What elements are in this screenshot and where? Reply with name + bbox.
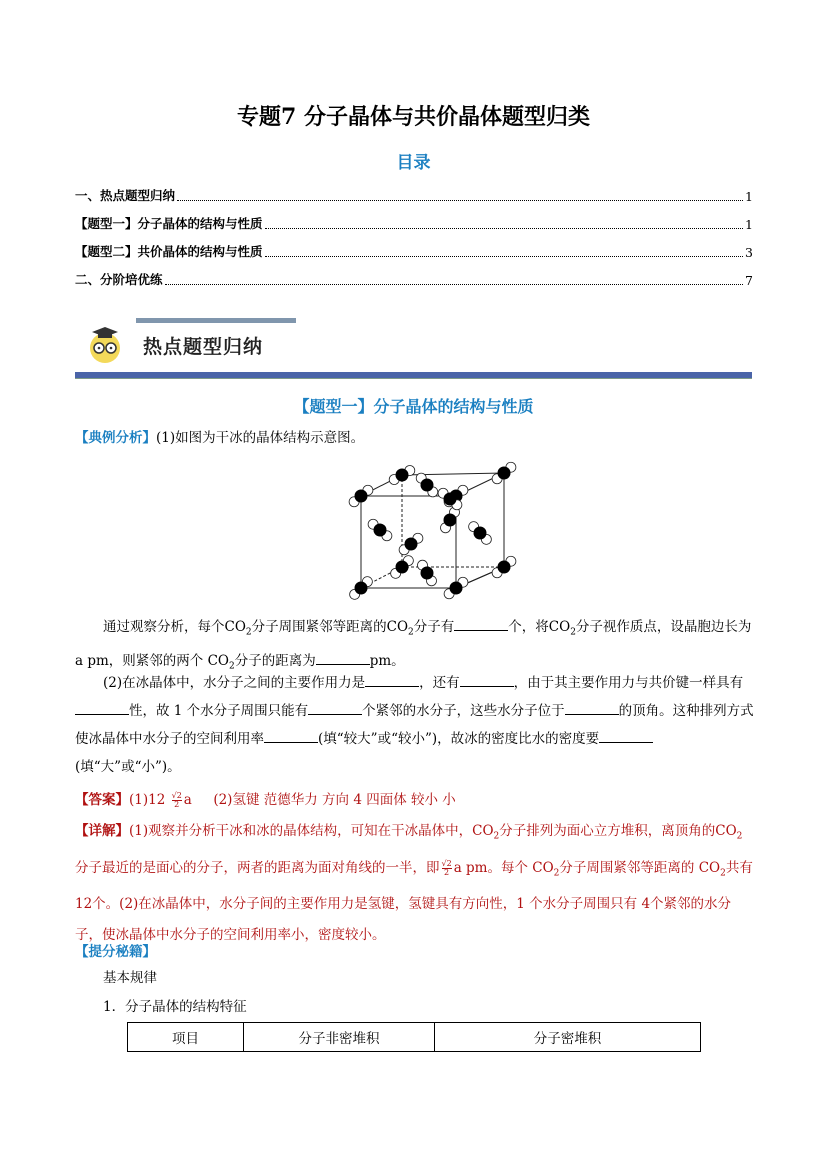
toc-leader	[177, 200, 743, 201]
toc-leader	[265, 256, 744, 257]
example-intro	[75, 424, 755, 452]
toc-item-label: 【题型一】分子晶体的结构与性质	[75, 216, 263, 231]
table-header-row	[128, 1023, 701, 1052]
tips-subtitle: 基本规律	[103, 970, 157, 986]
table-header: 项目	[128, 1023, 244, 1052]
banner-bar	[136, 318, 296, 323]
toc-item[interactable]	[75, 242, 753, 260]
answer-blank[interactable]	[264, 728, 318, 743]
carbon-atom	[421, 479, 434, 492]
banner-text: 热点题型归纳	[143, 336, 264, 358]
toc-leader	[165, 284, 744, 285]
carbon-atom	[355, 490, 368, 503]
toc-item-label: 一、热点题型归纳	[75, 188, 176, 203]
carbon-atom	[450, 582, 463, 595]
carbon-atom	[396, 561, 409, 574]
carbon-atom	[474, 527, 487, 540]
document-title: 专题7 分子晶体与共价晶体题型归类	[237, 104, 590, 130]
answer-blank[interactable]	[565, 700, 619, 715]
toc-item-page: 7	[745, 273, 753, 288]
answer-blank[interactable]	[316, 650, 370, 665]
toc-title: 目录	[396, 153, 431, 173]
structure-table	[127, 1022, 701, 1052]
toc-item[interactable]	[75, 270, 753, 288]
answer-blank[interactable]	[365, 672, 419, 687]
toc-item-page: 3	[745, 245, 753, 260]
table-header: 分子密堆积	[435, 1023, 701, 1052]
carbon-atom	[421, 567, 434, 580]
section-heading: 【题型一】分子晶体的结构与性质	[293, 397, 534, 416]
scholar-emoji-icon	[84, 322, 126, 364]
example-label: 【典例分析】	[75, 430, 156, 446]
toc-item[interactable]	[75, 214, 753, 232]
carbon-atom	[374, 524, 387, 537]
answer-blank[interactable]	[454, 616, 508, 631]
example-intro-text: (1)如图为干冰的晶体结构示意图。	[156, 430, 365, 446]
example-paragraph-2: (2)在冰晶体中，水分子之间的主要作用力是 ，还有 ，由于其主要作用力与共价键一样具有性，故 1 个水分子周围只能有 个紧邻的水分子，这些水分子位于 的顶角。这种排列方式使冰晶体中水分子的空间利用率 (填“较大”或“较小”)，故冰的密度比水的密度要(填“大”或“小”)。	[75, 669, 755, 781]
carbon-atom	[444, 493, 457, 506]
carbon-atom	[498, 561, 511, 574]
section-divider	[75, 372, 752, 379]
fraction: $\frac{√2}{2}$	[171, 791, 182, 809]
detail-label: 【详解】	[75, 823, 129, 839]
answer-blank[interactable]	[308, 700, 362, 715]
answer-label: 【答案】	[75, 792, 129, 808]
toc-item-page: 1	[745, 217, 753, 232]
carbon-atom	[355, 582, 368, 595]
detail-paragraph: 【详解】(1)观察并分析干冰和冰的晶体结构，可知在干冰晶体中，$CO_2$分子排列为面心立方堆积，离顶角的$CO_2$分子最近的是面心的分子，两者的距离为面对角线的一半，即 $\frac{√2}{2}$ a pm。每个 $CO_2$分子周围紧邻等距离的 $CO_2$共有 12个。(2)在冰晶体中，水分子间的主要作用力是氢键，氢键具有方向性，1 个水分子周围只有 4个紧邻的水分子，使冰晶体中水分子的空间利用率小，密度较小。	[75, 823, 753, 944]
toc-leader	[265, 228, 744, 229]
tips-item-1: 1．分子晶体的结构特征	[103, 999, 247, 1015]
toc-item-label: 【题型二】共价晶体的结构与性质	[75, 244, 263, 259]
answer-blank[interactable]	[460, 672, 514, 687]
answer-blank[interactable]	[599, 728, 653, 743]
dry-ice-crystal-diagram	[340, 455, 520, 610]
answer-line: 【答案】(1)12 $\frac{√2}{2}$ a (2)氢键 范德华力 方向 4 四面体 较小 小	[75, 791, 456, 809]
toc-item-label: 二、分阶培优练	[75, 272, 163, 287]
carbon-atom	[498, 467, 511, 480]
example-paragraph-1: 通过观察分析，每个$CO_2$分子周围紧邻等距离的$CO_2$分子有 个，将$CO_2$分子视作质点，设晶胞边长为 a pm，则紧邻的两个 $CO_2$分子的距离为 pm。	[75, 613, 755, 680]
toc-item-page: 1	[745, 189, 753, 204]
table-header: 分子非密堆积	[244, 1023, 435, 1052]
toc-item[interactable]	[75, 186, 753, 204]
tips-label: 【提分秘籍】	[75, 944, 156, 960]
carbon-atom	[405, 538, 418, 551]
carbon-atom	[444, 514, 457, 527]
carbon-atom	[396, 469, 409, 482]
answer-blank[interactable]	[75, 700, 129, 715]
section-banner	[78, 318, 288, 364]
